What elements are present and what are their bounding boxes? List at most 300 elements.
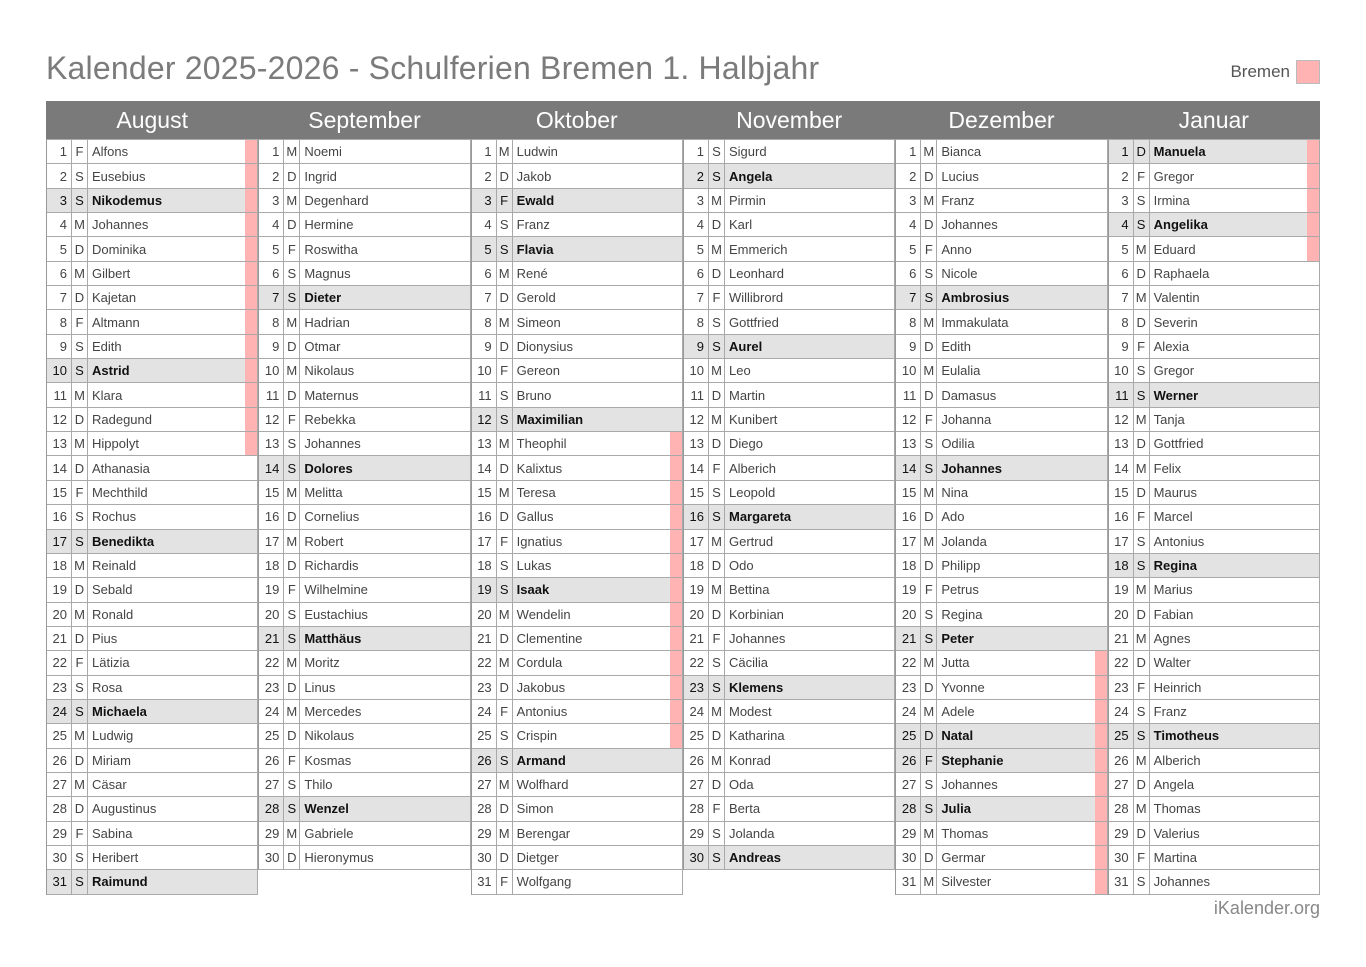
- name-day: Lukas: [516, 558, 552, 574]
- day-row: [47, 530, 258, 554]
- day-number: 5: [1109, 237, 1134, 260]
- day-row: [684, 603, 895, 627]
- weekday-letter: D: [284, 335, 300, 358]
- day-row: [472, 530, 683, 554]
- day-number: 24: [1109, 700, 1134, 723]
- day-row: [896, 773, 1107, 797]
- weekday-letter: M: [284, 140, 300, 163]
- name-day: Athanasia: [92, 460, 150, 476]
- day-number: 23: [896, 676, 921, 699]
- name-day: Pirmin: [728, 192, 766, 208]
- day-number: 24: [896, 700, 921, 723]
- day-row: [1109, 164, 1320, 188]
- name-day: Angela: [728, 168, 773, 184]
- name-day: Clementine: [516, 631, 583, 647]
- day-number: 9: [896, 335, 921, 358]
- weekday-letter: M: [497, 603, 513, 626]
- weekday-letter: M: [72, 432, 88, 455]
- weekday-letter: M: [921, 700, 937, 723]
- day-row: [259, 797, 470, 821]
- weekday-letter: M: [709, 700, 725, 723]
- weekday-letter: S: [921, 797, 937, 820]
- weekday-letter: D: [284, 724, 300, 747]
- weekday-letter: M: [1134, 456, 1150, 479]
- day-number: 20: [259, 603, 284, 626]
- day-number: 29: [259, 822, 284, 845]
- name-day: Germar: [941, 850, 986, 866]
- day-number: 11: [259, 383, 284, 406]
- day-number: 22: [896, 651, 921, 674]
- weekday-letter: D: [921, 846, 937, 869]
- weekday-letter: S: [497, 237, 513, 260]
- name-day: Dolores: [304, 460, 353, 476]
- weekday-letter: M: [284, 310, 300, 333]
- day-number: 6: [259, 262, 284, 285]
- day-number: 14: [684, 456, 709, 479]
- name-day: Thomas: [1153, 801, 1201, 817]
- weekday-letter: F: [709, 456, 725, 479]
- name-day: Hadrian: [304, 314, 350, 330]
- name-day: Alfons: [92, 144, 129, 160]
- weekday-letter: D: [1134, 481, 1150, 504]
- day-row: [259, 262, 470, 286]
- day-row: [684, 383, 895, 407]
- day-row: [259, 822, 470, 846]
- day-number: 11: [47, 383, 72, 406]
- name-day: Cäsar: [92, 777, 127, 793]
- name-day: Cornelius: [304, 509, 360, 525]
- day-number: 16: [47, 505, 72, 528]
- day-row: [896, 456, 1107, 480]
- weekday-letter: D: [921, 676, 937, 699]
- day-row: [47, 773, 258, 797]
- day-number: 28: [472, 797, 497, 820]
- day-number: 14: [472, 456, 497, 479]
- name-day: Theophil: [516, 436, 567, 452]
- day-row: [472, 456, 683, 480]
- weekday-letter: S: [72, 164, 88, 187]
- day-row: [47, 870, 258, 894]
- name-day: Thilo: [304, 777, 333, 793]
- day-number: 3: [259, 189, 284, 212]
- day-number: 11: [1109, 383, 1134, 406]
- name-day: Cordula: [516, 655, 563, 671]
- day-row: [259, 335, 470, 359]
- name-day: Oda: [728, 777, 754, 793]
- day-row: [472, 578, 683, 602]
- day-number: 15: [684, 481, 709, 504]
- day-row: [472, 164, 683, 188]
- name-day: Johannes: [1153, 874, 1211, 890]
- day-number: 1: [896, 140, 921, 163]
- day-row: [259, 189, 470, 213]
- day-row: [1109, 554, 1320, 578]
- day-row: [1109, 481, 1320, 505]
- day-number: 19: [47, 578, 72, 601]
- day-row: [684, 822, 895, 846]
- day-row: [1109, 359, 1320, 383]
- day-row: [684, 724, 895, 748]
- day-row: [472, 822, 683, 846]
- day-row: [896, 724, 1107, 748]
- weekday-letter: D: [72, 408, 88, 431]
- holiday-marker: [670, 554, 682, 577]
- weekday-letter: S: [921, 456, 937, 479]
- day-row: [1109, 822, 1320, 846]
- name-day: Augustinus: [92, 801, 157, 817]
- day-row: [259, 139, 470, 164]
- day-list: [258, 139, 470, 870]
- name-day: Diego: [728, 436, 763, 452]
- holiday-marker: [245, 213, 257, 236]
- weekday-letter: S: [1134, 359, 1150, 382]
- holiday-marker: [245, 359, 257, 382]
- name-day: Michaela: [92, 704, 147, 720]
- day-number: 22: [472, 651, 497, 674]
- day-row: [47, 310, 258, 334]
- name-day: Fabian: [1153, 606, 1194, 622]
- weekday-letter: S: [1134, 213, 1150, 236]
- day-number: 15: [259, 481, 284, 504]
- name-day: Eustachius: [304, 606, 368, 622]
- day-row: [684, 189, 895, 213]
- day-number: 26: [896, 749, 921, 772]
- name-day: Kosmas: [304, 752, 352, 768]
- name-day: Valentin: [1153, 290, 1200, 306]
- name-day: Wolfhard: [516, 777, 569, 793]
- name-day: Sabina: [92, 825, 133, 841]
- day-number: 6: [47, 262, 72, 285]
- name-day: Andreas: [728, 850, 782, 866]
- day-row: [47, 286, 258, 310]
- name-day: Alberich: [1153, 752, 1201, 768]
- name-day: Gereon: [516, 363, 561, 379]
- month-header: September: [258, 101, 470, 139]
- day-number: 18: [896, 554, 921, 577]
- weekday-letter: D: [497, 627, 513, 650]
- day-row: [1109, 432, 1320, 456]
- weekday-letter: M: [284, 481, 300, 504]
- footer-brand: iKalender.org: [1213, 898, 1320, 918]
- day-row: [259, 627, 470, 651]
- day-number: 14: [259, 456, 284, 479]
- day-row: [684, 481, 895, 505]
- name-day: Mechthild: [92, 484, 148, 500]
- name-day: Angela: [1153, 777, 1195, 793]
- month-column: [895, 101, 1107, 895]
- name-day: Gabriele: [304, 825, 354, 841]
- holiday-marker: [245, 286, 257, 309]
- day-row: [472, 505, 683, 529]
- day-row: [259, 408, 470, 432]
- name-day: Lucius: [941, 168, 979, 184]
- weekday-letter: S: [921, 262, 937, 285]
- day-row: [896, 578, 1107, 602]
- day-row: [259, 359, 470, 383]
- name-day: Korbinian: [728, 606, 784, 622]
- day-number: 17: [1109, 530, 1134, 553]
- day-row: [259, 383, 470, 407]
- name-day: Armand: [516, 752, 566, 768]
- holiday-marker: [1307, 213, 1319, 236]
- weekday-letter: D: [72, 627, 88, 650]
- name-day: Yvonne: [941, 679, 985, 695]
- name-day: Peter: [941, 631, 974, 647]
- name-day: Leo: [728, 363, 751, 379]
- day-number: 4: [47, 213, 72, 236]
- day-number: 2: [896, 164, 921, 187]
- day-row: [47, 700, 258, 724]
- day-row: [1109, 335, 1320, 359]
- name-day: Martina: [1153, 850, 1197, 866]
- day-number: 13: [684, 432, 709, 455]
- day-row: [472, 749, 683, 773]
- day-row: [472, 189, 683, 213]
- day-row: [472, 432, 683, 456]
- holiday-marker: [1095, 700, 1107, 723]
- name-day: Gregor: [1153, 363, 1195, 379]
- day-number: 5: [47, 237, 72, 260]
- name-day: Nikolaus: [304, 363, 355, 379]
- holiday-marker: [1095, 676, 1107, 699]
- day-number: 8: [684, 310, 709, 333]
- name-day: Antonius: [1153, 533, 1205, 549]
- day-row: [259, 310, 470, 334]
- holiday-marker: [670, 676, 682, 699]
- holiday-marker: [245, 335, 257, 358]
- day-row: [684, 505, 895, 529]
- name-day: Klemens: [728, 679, 784, 695]
- name-day: Dionysius: [516, 338, 574, 354]
- weekday-letter: F: [497, 530, 513, 553]
- name-day: Leonhard: [728, 265, 784, 281]
- weekday-letter: F: [284, 237, 300, 260]
- day-number: 2: [259, 164, 284, 187]
- day-row: [47, 335, 258, 359]
- weekday-letter: M: [284, 700, 300, 723]
- name-day: Lätizia: [92, 655, 130, 671]
- day-number: 5: [259, 237, 284, 260]
- name-day: Johannes: [941, 217, 998, 233]
- day-row: [896, 408, 1107, 432]
- name-day: Franz: [516, 217, 550, 233]
- day-number: 23: [259, 676, 284, 699]
- day-row: [47, 676, 258, 700]
- weekday-letter: M: [709, 237, 725, 260]
- name-day: Reinald: [92, 558, 137, 574]
- name-day: Eulalia: [941, 363, 981, 379]
- day-number: 31: [472, 870, 497, 893]
- weekday-letter: M: [497, 140, 513, 163]
- day-row: [47, 408, 258, 432]
- day-number: 2: [472, 164, 497, 187]
- month-header: Dezember: [895, 101, 1107, 139]
- name-day: Julia: [941, 801, 971, 817]
- weekday-letter: D: [284, 505, 300, 528]
- day-row: [47, 651, 258, 675]
- weekday-letter: M: [709, 189, 725, 212]
- weekday-letter: S: [72, 359, 88, 382]
- day-number: 27: [684, 773, 709, 796]
- day-number: 5: [684, 237, 709, 260]
- day-row: [259, 213, 470, 237]
- name-day: Odo: [728, 558, 754, 574]
- day-row: [472, 797, 683, 821]
- weekday-letter: M: [709, 359, 725, 382]
- weekday-letter: D: [72, 749, 88, 772]
- weekday-letter: S: [72, 530, 88, 553]
- day-row: [896, 505, 1107, 529]
- name-day: Maurus: [1153, 484, 1197, 500]
- day-number: 21: [47, 627, 72, 650]
- day-number: 25: [472, 724, 497, 747]
- day-number: 23: [472, 676, 497, 699]
- day-number: 22: [259, 651, 284, 674]
- holiday-marker: [1307, 164, 1319, 187]
- day-row: [259, 164, 470, 188]
- weekday-letter: F: [72, 140, 88, 163]
- holiday-marker: [1307, 189, 1319, 212]
- day-row: [472, 383, 683, 407]
- name-day: Johannes: [728, 631, 786, 647]
- day-number: 28: [1109, 797, 1134, 820]
- weekday-letter: M: [709, 749, 725, 772]
- holiday-marker: [670, 724, 682, 747]
- day-row: [896, 797, 1107, 821]
- weekday-letter: D: [72, 797, 88, 820]
- day-number: 19: [896, 578, 921, 601]
- day-number: 28: [47, 797, 72, 820]
- holiday-marker: [670, 432, 682, 455]
- weekday-letter: F: [497, 700, 513, 723]
- month-header: November: [683, 101, 895, 139]
- weekday-letter: D: [921, 335, 937, 358]
- holiday-marker: [1095, 749, 1107, 772]
- weekday-letter: M: [497, 822, 513, 845]
- weekday-letter: S: [1134, 189, 1150, 212]
- day-number: 29: [47, 822, 72, 845]
- day-number: 6: [1109, 262, 1134, 285]
- day-number: 13: [1109, 432, 1134, 455]
- day-row: [47, 262, 258, 286]
- day-number: 20: [684, 603, 709, 626]
- weekday-letter: D: [709, 773, 725, 796]
- weekday-letter: M: [921, 651, 937, 674]
- name-day: Thomas: [941, 825, 989, 841]
- name-day: Benedikta: [92, 533, 155, 549]
- day-row: [472, 554, 683, 578]
- weekday-letter: S: [1134, 530, 1150, 553]
- day-number: 13: [259, 432, 284, 455]
- day-number: 9: [47, 335, 72, 358]
- day-number: 10: [47, 359, 72, 382]
- day-number: 17: [472, 530, 497, 553]
- name-day: Isaak: [516, 582, 550, 598]
- name-day: Rochus: [92, 509, 137, 525]
- day-row: [896, 651, 1107, 675]
- holiday-marker: [1095, 651, 1107, 674]
- day-row: [472, 651, 683, 675]
- day-number: 16: [472, 505, 497, 528]
- day-row: [896, 554, 1107, 578]
- weekday-letter: M: [72, 603, 88, 626]
- day-number: 21: [684, 627, 709, 650]
- day-row: [1109, 870, 1320, 894]
- weekday-letter: S: [497, 554, 513, 577]
- weekday-letter: F: [72, 651, 88, 674]
- weekday-letter: F: [921, 237, 937, 260]
- weekday-letter: D: [921, 505, 937, 528]
- day-row: [1109, 456, 1320, 480]
- name-day: Crispin: [516, 728, 558, 744]
- holiday-marker: [670, 627, 682, 650]
- page-title: Kalender 2025-2026 - Schulferien Bremen 1. Halbjahr: [46, 50, 820, 86]
- day-number: 24: [259, 700, 284, 723]
- day-number: 20: [1109, 603, 1134, 626]
- day-row: [896, 286, 1107, 310]
- holiday-marker: [245, 383, 257, 406]
- weekday-letter: S: [497, 213, 513, 236]
- weekday-letter: S: [709, 676, 725, 699]
- weekday-letter: M: [1134, 749, 1150, 772]
- month-header: Oktober: [471, 101, 683, 139]
- day-number: 18: [47, 554, 72, 577]
- name-day: Kajetan: [92, 290, 137, 306]
- holiday-marker: [245, 310, 257, 333]
- name-day: Cäcilia: [728, 655, 768, 671]
- weekday-letter: D: [921, 554, 937, 577]
- day-number: 27: [472, 773, 497, 796]
- name-day: Werner: [1153, 387, 1199, 403]
- day-row: [896, 139, 1107, 164]
- weekday-letter: F: [709, 627, 725, 650]
- month-header: Januar: [1108, 101, 1320, 139]
- weekday-letter: S: [1134, 383, 1150, 406]
- month-column: [1108, 101, 1320, 895]
- holiday-marker: [245, 432, 257, 455]
- weekday-letter: D: [921, 383, 937, 406]
- day-row: [896, 262, 1107, 286]
- day-number: 4: [684, 213, 709, 236]
- weekday-letter: D: [1134, 140, 1150, 163]
- day-number: 26: [684, 749, 709, 772]
- weekday-letter: S: [72, 846, 88, 869]
- holiday-marker: [1095, 797, 1107, 820]
- day-row: [1109, 749, 1320, 773]
- day-number: 28: [896, 797, 921, 820]
- name-day: Karl: [728, 217, 753, 233]
- day-list: [1108, 139, 1320, 895]
- day-number: 11: [472, 383, 497, 406]
- name-day: Marius: [1153, 582, 1193, 598]
- day-list: [895, 139, 1107, 895]
- holiday-marker: [245, 237, 257, 260]
- weekday-letter: D: [709, 432, 725, 455]
- name-day: Simon: [516, 801, 554, 817]
- day-row: [472, 262, 683, 286]
- day-number: 8: [1109, 310, 1134, 333]
- weekday-letter: D: [497, 797, 513, 820]
- day-number: 17: [259, 530, 284, 553]
- day-number: 8: [259, 310, 284, 333]
- name-day: Berta: [728, 801, 761, 817]
- weekday-letter: M: [72, 773, 88, 796]
- weekday-letter: S: [709, 846, 725, 869]
- name-day: Immakulata: [941, 314, 1009, 330]
- name-day: Bruno: [516, 387, 552, 403]
- day-number: 22: [1109, 651, 1134, 674]
- day-list: [46, 139, 258, 895]
